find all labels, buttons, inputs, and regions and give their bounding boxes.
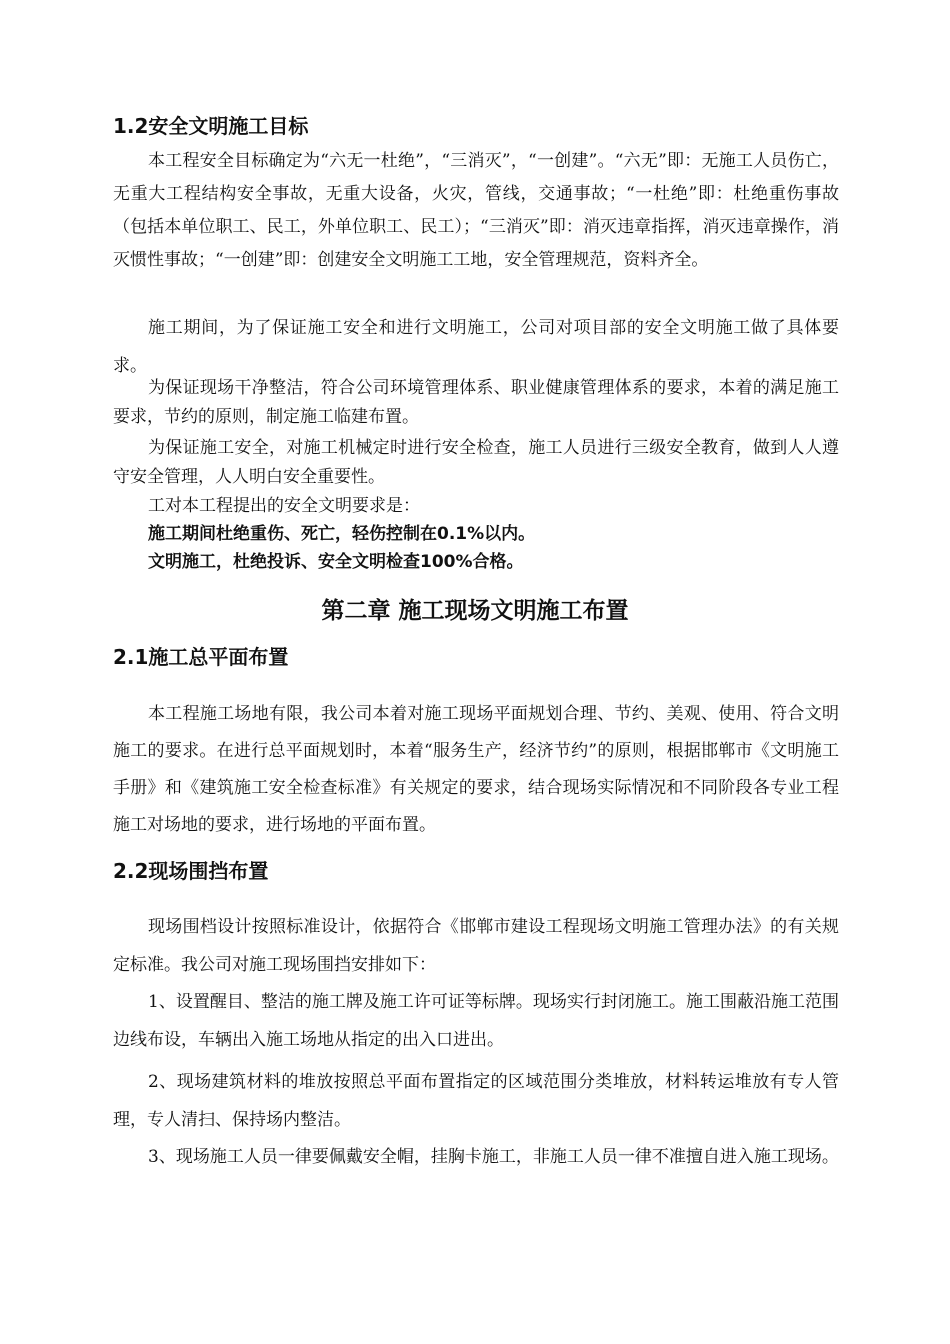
- section-1-2-paragraph-safety-inspection: 为保证施工安全，对施工机械定时进行安全检查，施工人员进行三级安全教育，做到人人遵守安全管理，人人明白安全重要性。: [113, 438, 839, 487]
- section-1-2-heading: 1.2安全文明施工目标: [113, 114, 309, 138]
- section-1-2-paragraph-site-cleanliness: 为保证现场干净整洁，符合公司环境管理体系、职业健康管理体系的要求，本着的满足施工要求，节约的原则，制定施工临建布置。: [113, 378, 839, 427]
- section-2-2-item-1: 1、设置醒目、整洁的施工牌及施工许可证等标牌。现场实行封闭施工。施工围蔽沿施工范围边线布设，车辆出入施工场地从指定的出入口进出。: [113, 992, 839, 1050]
- section-2-2-item-3: 3、现场施工人员一律要佩戴安全帽，挂胸卡施工，非施工人员一律不准擅自进入施工现场。: [148, 1147, 839, 1167]
- section-1-2-bold-target-injury: 施工期间杜绝重伤、死亡，轻伤控制在0.1%以内。: [148, 524, 536, 544]
- section-1-2-paragraph-goals: 本工程安全目标确定为“六无一杜绝”，“三消灭”，“一创建”。“六无”即：无施工人员伤亡，无重大工程结构安全事故，无重大设备，火灾，管线，交通事故；“一杜绝”即：杜绝重伤事故（包括本单位职工、民工，外单位职工、民工）；“三消灭”即：消灭违章指挥，消灭违章操作，消灭惯性事故；“一创建”即：创建安全文明施工工地，安全管理规范，资料齐全。: [113, 151, 839, 270]
- section-1-2-bold-target-civilized: 文明施工，杜绝投诉、安全文明检查100%合格。: [148, 552, 524, 572]
- chapter-2-title: 第二章 施工现场文明施工布置: [321, 598, 629, 624]
- section-1-2-paragraph-demands: 工对本工程提出的安全文明要求是：: [148, 496, 420, 516]
- section-2-2-heading: 2.2现场围挡布置: [113, 859, 269, 883]
- section-2-2-item-2: 2、现场建筑材料的堆放按照总平面布置指定的区域范围分类堆放，材料转运堆放有专人管理，专人清扫、保持场内整洁。: [113, 1072, 839, 1130]
- section-1-2-paragraph-requirements: 施工期间，为了保证施工安全和进行文明施工，公司对项目部的安全文明施工做了具体要求。: [113, 318, 839, 376]
- section-2-1-heading: 2.1施工总平面布置: [113, 645, 289, 669]
- section-2-2-paragraph-intro: 现场围档设计按照标准设计，依据符合《邯郸市建设工程现场文明施工管理办法》的有关规定标准。我公司对施工现场围挡安排如下：: [113, 917, 839, 975]
- section-2-1-paragraph: 本工程施工场地有限，我公司本着对施工现场平面规划合理、节约、美观、使用、符合文明施工的要求。在进行总平面规划时，本着“服务生产，经济节约”的原则，根据邯郸市《文明施工手册》和《建筑施工安全检查标准》有关规定的要求，结合现场实际情况和不同阶段各专业工程施工对场地的要求，进行场地的平面布置。: [113, 704, 839, 835]
